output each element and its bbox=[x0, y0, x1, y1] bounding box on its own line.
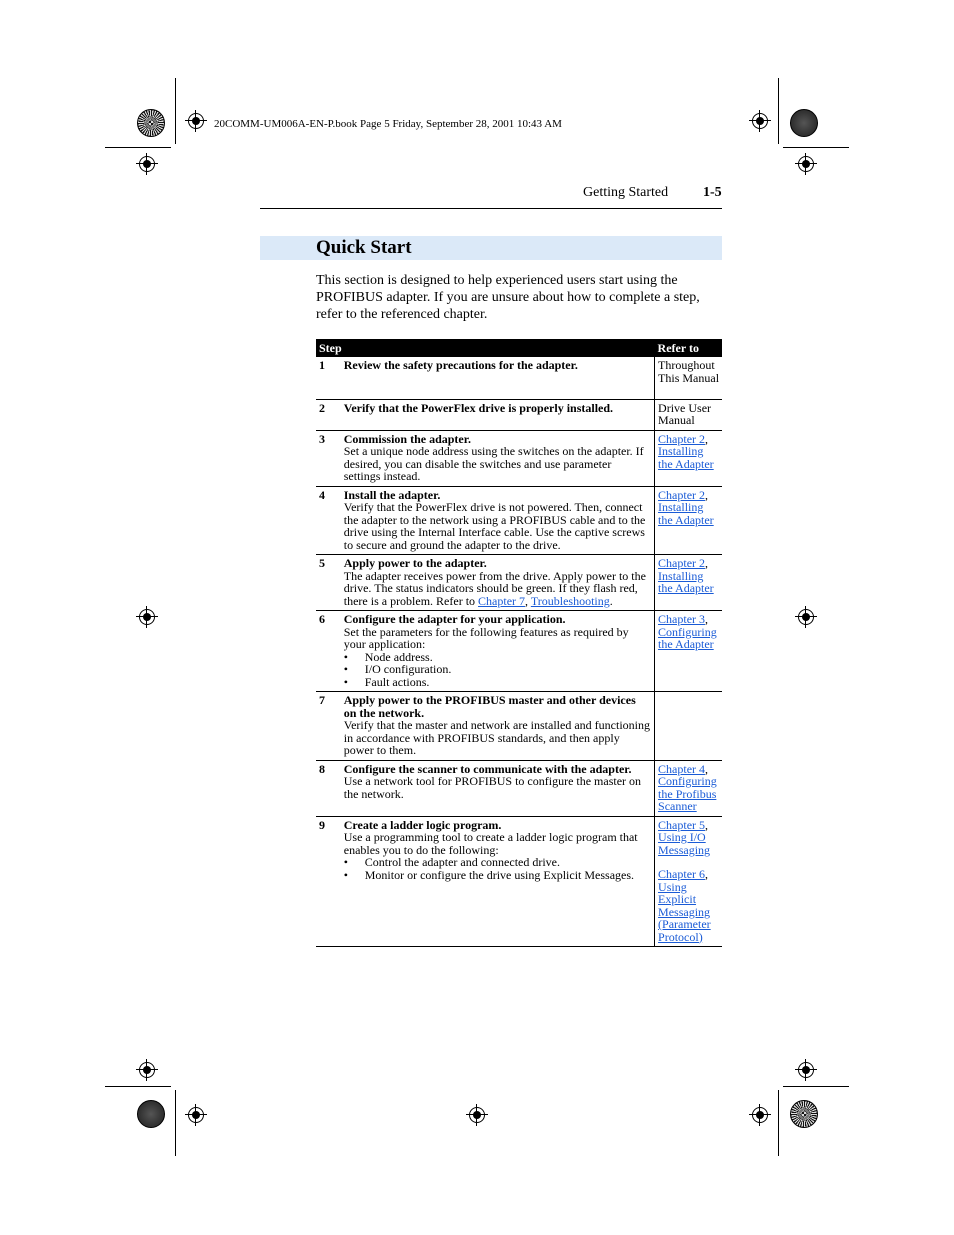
step-number: 3 bbox=[316, 430, 341, 486]
chapter-link[interactable]: Chapter 3 bbox=[658, 612, 706, 626]
bullet-item: • Control the adapter and connected drive. bbox=[344, 856, 650, 869]
crop-mark bbox=[105, 1086, 171, 1087]
refer-to-cell: Throughout This Manual bbox=[655, 357, 722, 399]
step-body: Verify that the master and network are installed and functioning in accordance with PROFIBUS standards, and then apply power to them. bbox=[343, 718, 650, 757]
step-number: 1 bbox=[316, 357, 341, 399]
section-link[interactable]: Troubleshooting bbox=[530, 593, 610, 608]
step-number: 7 bbox=[316, 692, 341, 761]
registration-target-icon bbox=[795, 153, 817, 175]
section-link[interactable]: Configuring the Adapter bbox=[658, 624, 717, 651]
bullet-item: • Fault actions. bbox=[344, 676, 650, 689]
step-title: Verify that the PowerFlex drive is properly installed. bbox=[343, 400, 614, 415]
chapter-link[interactable]: Chapter 6 bbox=[658, 867, 706, 881]
crop-mark bbox=[175, 1090, 176, 1156]
book-info-line: 20COMM-UM006A-EN-P.book Page 5 Friday, September 28, 2001 10:43 AM bbox=[214, 118, 562, 130]
registration-target-icon bbox=[466, 1104, 488, 1126]
registration-star-icon bbox=[137, 109, 165, 137]
chapter-link[interactable]: Chapter 2 bbox=[658, 487, 706, 502]
crop-mark bbox=[778, 1090, 779, 1156]
step-body: Use a programming tool to create a ladder logic program that enables you to do the following: bbox=[343, 830, 638, 857]
step-number: 9 bbox=[316, 816, 341, 947]
header-rule bbox=[260, 208, 722, 209]
section-link[interactable]: Configuring the Profibus Scanner bbox=[658, 774, 717, 813]
page-number: 1-5 bbox=[703, 185, 722, 200]
registration-target-icon bbox=[185, 110, 207, 132]
crop-mark bbox=[783, 147, 849, 148]
section-link[interactable]: Installing the Adapter bbox=[658, 500, 714, 527]
step-number: 8 bbox=[316, 760, 341, 816]
step-number: 4 bbox=[316, 486, 341, 555]
crop-mark bbox=[783, 1086, 849, 1087]
quick-start-table bbox=[316, 339, 722, 947]
step-number: 2 bbox=[316, 399, 341, 430]
step-number: 6 bbox=[316, 611, 341, 692]
registration-star-icon bbox=[137, 1100, 165, 1128]
step-body: The adapter receives power from the drive. Apply power to the drive. The status indicators should be green. If they flash red, there is a problem. Refer to bbox=[343, 568, 646, 608]
registration-target-icon bbox=[749, 1104, 771, 1126]
crop-mark bbox=[175, 78, 176, 144]
section-link[interactable]: Installing the Adapter bbox=[658, 568, 714, 595]
chapter-link[interactable]: Chapter 7 bbox=[478, 593, 526, 608]
chapter-link[interactable]: Chapter 2 bbox=[658, 556, 706, 570]
registration-target-icon bbox=[136, 1059, 158, 1081]
section-link[interactable]: Using Explicit Messaging (Parameter Protocol) bbox=[658, 879, 711, 944]
registration-star-icon bbox=[790, 1100, 818, 1128]
section-link[interactable]: Using I/O Messaging bbox=[658, 830, 711, 857]
step-title: Apply power to the adapter. bbox=[343, 556, 487, 570]
bullet-item: • Node address. bbox=[344, 651, 650, 664]
table-row: 4 Install the adapter. Verify that the PowerFlex drive is not powered. Then, connect the adapter to the network using a PROFIBUS cable and to the drive using the Internal Interface cable. Use the captive screws to secure and ground the adapter to the drive. Chapter 2, Installing the Adapter bbox=[316, 486, 722, 555]
step-title: Commission the adapter. bbox=[343, 431, 471, 446]
step-title: Review the safety precautions for the adapter. bbox=[343, 358, 578, 372]
table-header-row bbox=[316, 339, 722, 357]
step-body: Set the parameters for the following features as required by your application: bbox=[343, 624, 629, 651]
table-row bbox=[316, 692, 722, 761]
step-title: Install the adapter. bbox=[343, 487, 441, 502]
step-title: Configure the adapter for your application. bbox=[343, 612, 566, 626]
table-row: 3 Commission the adapter. Set a unique node address using the switches on the adapter. If desired, you can disable the switches and use parameter settings instead. Chapter 2, Installing the Adapter bbox=[316, 430, 722, 486]
registration-target-icon bbox=[136, 153, 158, 175]
crop-mark bbox=[105, 147, 171, 148]
crop-mark bbox=[778, 78, 779, 144]
step-body: Verify that the PowerFlex drive is not powered. Then, connect the adapter to the network using a PROFIBUS cable and to the drive using the Internal Interface cable. Use the captive screws to secure and ground the adapter to the drive. bbox=[343, 500, 646, 552]
step-body: Set a unique node address using the switches on the adapter. If desired, you can disable the switches and use parameter settings instead. bbox=[343, 444, 644, 483]
table-row: 6 Configure the adapter for your application. Set the parameters for the following features as required by your application: • Node address. • I/O configuration. • Fault actions. Chapter 3, Configuring the Adapter bbox=[316, 611, 722, 692]
step-column-header: Step bbox=[316, 339, 655, 357]
step-body: Use a network tool for PROFIBUS to configure the master on the network. bbox=[343, 774, 642, 801]
refer-to-cell bbox=[655, 692, 722, 761]
registration-star-icon bbox=[790, 109, 818, 137]
chapter-link[interactable]: Chapter 2 bbox=[658, 431, 706, 446]
table-row: 5 Apply power to the adapter. The adapter receives power from the drive. Apply power to the drive. The status indicators should be green. If they flash red, there is a problem. Refer to Chapter 7, Troubleshooting. Chapter 2, Installing the Adapter bbox=[316, 555, 722, 611]
bullet-item: • Monitor or configure the drive using Explicit Messages. bbox=[344, 869, 650, 882]
registration-target-icon bbox=[136, 606, 158, 628]
bullet-item: • I/O configuration. bbox=[344, 663, 650, 676]
step-title: Apply power to the PROFIBUS master and other devices on the network. bbox=[343, 693, 636, 720]
registration-target-icon bbox=[749, 110, 771, 132]
refer-to-cell: Drive User Manual bbox=[655, 399, 722, 430]
section-link[interactable]: Installing the Adapter bbox=[658, 444, 714, 471]
registration-target-icon bbox=[795, 1059, 817, 1081]
step-title: Create a ladder logic program. bbox=[343, 817, 502, 832]
table-row bbox=[316, 357, 722, 399]
step-number: 5 bbox=[316, 555, 341, 611]
chapter-link[interactable]: Chapter 4 bbox=[658, 761, 706, 776]
intro-paragraph: This section is designed to help experienced users start using the PROFIBUS adapter. If you are unsure about how to complete a step, refer to the referenced chapter. bbox=[316, 273, 700, 322]
running-header-section: Getting Started bbox=[583, 185, 669, 200]
table-row: 8 Configure the scanner to communicate with the adapter. Use a network tool for PROFIBUS to configure the master on the network. Chapter 4, Configuring the Profibus Scanner bbox=[316, 760, 722, 816]
chapter-link[interactable]: Chapter 5 bbox=[658, 817, 706, 832]
registration-target-icon bbox=[185, 1104, 207, 1126]
registration-target-icon bbox=[795, 606, 817, 628]
table-row: 9 Create a ladder logic program. Use a programming tool to create a ladder logic program that enables you to do the following: • Control the adapter and connected drive. • Monitor or configure the drive using Explicit Messages. Chapter 5, Using I/O Messaging Chapter 6, Using Explicit Messaging (Parameter Protocol) bbox=[316, 816, 722, 947]
refer-to-column-header: Refer to bbox=[655, 339, 722, 357]
step-title: Configure the scanner to communicate with the adapter. bbox=[343, 761, 632, 776]
page-title: Quick Start bbox=[316, 237, 412, 258]
table-row bbox=[316, 399, 722, 430]
